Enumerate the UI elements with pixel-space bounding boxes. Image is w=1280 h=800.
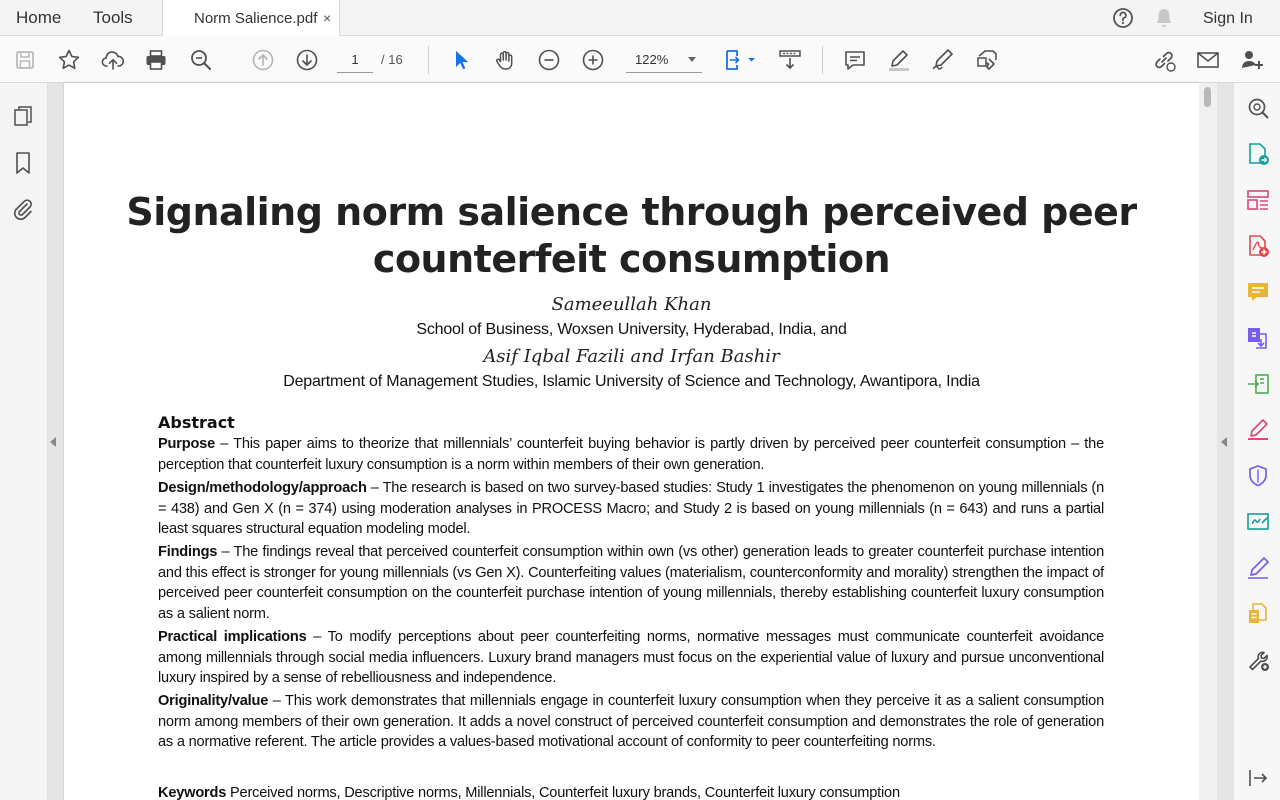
purpose-label: Purpose — [158, 436, 215, 452]
abstract-findings — [158, 542, 1104, 624]
tab-document[interactable] — [162, 0, 340, 37]
combine-files-icon[interactable] — [1245, 325, 1271, 351]
findings-text: – The findings reveal that perceived counterfeit consumption within own (vs other) generation leads to greater counterfeit purchase intention and this effect is stronger for young millennials (vs Gen X). Counterfeiting values (materialism, counterconformity and morality) strengthen the impact of perceived peer counterfeit consumption on the counterfeit purchase intention of young millennials, thereby establishing counterfeit luxury consumption as a salient norm. — [158, 544, 1104, 622]
paper-title — [64, 189, 1199, 283]
previous-page-icon[interactable] — [250, 47, 276, 73]
keywords-text: Perceived norms, Descriptive norms, Millennials, Counterfeit luxury brands, Counterfeit luxury consumption — [226, 785, 900, 800]
fill-sign-icon[interactable] — [974, 47, 1000, 73]
fill-and-sign-icon[interactable] — [1245, 417, 1271, 443]
select-cursor-icon[interactable] — [448, 47, 474, 73]
tab-bar — [0, 0, 1280, 36]
abstract-design — [158, 478, 1104, 540]
sign-in-link[interactable]: Sign In — [1203, 10, 1253, 27]
share-link-icon[interactable] — [1151, 47, 1177, 73]
organize-pages-icon[interactable] — [1245, 187, 1271, 213]
cloud-upload-icon[interactable] — [100, 47, 126, 73]
next-page-icon[interactable] — [294, 47, 320, 73]
page-number-input[interactable]: 1 — [337, 47, 373, 73]
author-line-1: Sameeullah Khan — [551, 294, 712, 315]
originality-label: Originality/value — [158, 693, 269, 709]
export-pdf-icon[interactable] — [1245, 141, 1271, 167]
attachments-paperclip-icon[interactable] — [10, 195, 36, 221]
zoom-search-icon[interactable] — [188, 47, 214, 73]
protect-shield-icon[interactable] — [1245, 463, 1271, 489]
collapse-left-pane-arrow-icon[interactable] — [50, 437, 56, 447]
scrollbar-thumb[interactable] — [1204, 87, 1211, 107]
tab-tools[interactable]: Tools — [93, 8, 133, 27]
collapse-tools-pane-icon[interactable] — [1245, 765, 1271, 791]
paper-title-line2: counterfeit consumption — [372, 237, 891, 281]
main-toolbar — [0, 36, 1280, 83]
zoom-in-icon[interactable] — [580, 47, 606, 73]
email-icon[interactable] — [1195, 47, 1221, 73]
comment-icon[interactable] — [842, 47, 868, 73]
chevron-down-icon — [688, 57, 696, 62]
scroll-mode-icon[interactable] — [777, 47, 803, 73]
right-tools-pane — [1233, 83, 1280, 800]
design-text: – The research is based on two survey-based studies: Study 1 investigates the phenomenon on young millennials (n = 438) and Gen X (n = 374) using moderation analyses in PROCESS Macro; and Study 2 is based on young millennials (n = 643) and runs a partial least squares structural equation modeling model. — [158, 480, 1104, 538]
document-tab-title: Norm Salience.pdf — [194, 10, 318, 27]
more-tools-icon[interactable] — [1245, 647, 1271, 673]
print-icon[interactable] — [143, 47, 169, 73]
abstract-purpose — [158, 434, 1104, 475]
left-navigation-pane — [0, 83, 48, 800]
keywords-label: Keywords — [158, 785, 227, 800]
highlight-pen-icon[interactable] — [886, 47, 912, 73]
collapse-right-pane-arrow-icon[interactable] — [1221, 437, 1227, 447]
pdf-page — [64, 83, 1199, 800]
star-bookmark-icon[interactable] — [56, 47, 82, 73]
add-person-icon[interactable] — [1239, 47, 1265, 73]
affiliation-line-2: Department of Management Studies, Islamic University of Science and Technology, Awantipora, India — [283, 373, 980, 390]
affiliation-line-1: School of Business, Woxsen University, Hyderabad, India, and — [416, 321, 847, 338]
prepare-form-icon[interactable] — [1245, 601, 1271, 627]
page-thumbnails-icon[interactable] — [10, 103, 36, 129]
tab-home[interactable]: Home — [16, 8, 62, 27]
abstract-originality — [158, 691, 1104, 753]
draw-sign-icon[interactable] — [930, 47, 956, 73]
zoom-level-select[interactable] — [626, 47, 702, 73]
fit-page-icon[interactable] — [722, 47, 756, 73]
zoom-out-icon[interactable] — [536, 47, 562, 73]
comment-tool-icon[interactable] — [1245, 279, 1271, 305]
abstract-heading: Abstract — [158, 413, 235, 432]
findings-label: Findings — [158, 544, 218, 560]
certificates-pen-icon[interactable] — [1245, 555, 1271, 581]
originality-text: – This work demonstrates that millennials engage in counterfeit luxury consumption when they perceive it as a salient consumption norm among members of their own generation. It adds a novel construct of perceived counterfeit consumption and demonstrates the role of generation as a normative referent. The article provides a values-based motivational account of conformity to peer counterfeiting norms. — [158, 693, 1104, 751]
vertical-scrollbar[interactable] — [1199, 83, 1217, 800]
bookmarks-icon[interactable] — [10, 150, 36, 176]
toolbar-divider — [822, 46, 823, 74]
compress-pdf-icon[interactable] — [1245, 371, 1271, 397]
page-total-label: / 16 — [381, 52, 403, 67]
send-for-signature-icon[interactable] — [1245, 509, 1271, 535]
close-tab-button[interactable]: × — [323, 10, 332, 26]
toolbar-divider — [428, 46, 429, 74]
purpose-text: – This paper aims to theorize that millennials’ counterfeit buying behavior is partly driven by perceived peer counterfeit consumption – the perception that counterfeit luxury consumption is a norm within members of their own generation. — [158, 436, 1104, 473]
design-label: Design/methodology/approach — [158, 480, 367, 496]
practical-label: Practical implications — [158, 629, 307, 645]
zoom-level-value: 122% — [635, 52, 669, 67]
help-icon[interactable] — [1111, 6, 1135, 30]
save-icon[interactable] — [12, 47, 38, 73]
author-line-2: Asif Iqbal Fazili and Irfan Bashir — [483, 346, 780, 367]
create-pdf-icon[interactable] — [1245, 233, 1271, 259]
abstract-practical — [158, 627, 1104, 689]
notifications-bell-icon[interactable] — [1152, 6, 1176, 30]
practical-text: – To modify perceptions about peer counterfeiting norms, normative messages must communicate counterfeit avoidance among millennials through social media influencers. Luxury brand managers must focus on the experiential value of luxury and pursue unconventional luxury inspired by a sense of rebelliousness and independence. — [158, 629, 1105, 687]
search-zoom-icon[interactable] — [1245, 95, 1271, 121]
hand-pan-icon[interactable] — [492, 47, 518, 73]
paper-title-line1: Signaling norm salience through perceived peer — [126, 190, 1137, 234]
keywords-line — [158, 783, 1104, 800]
